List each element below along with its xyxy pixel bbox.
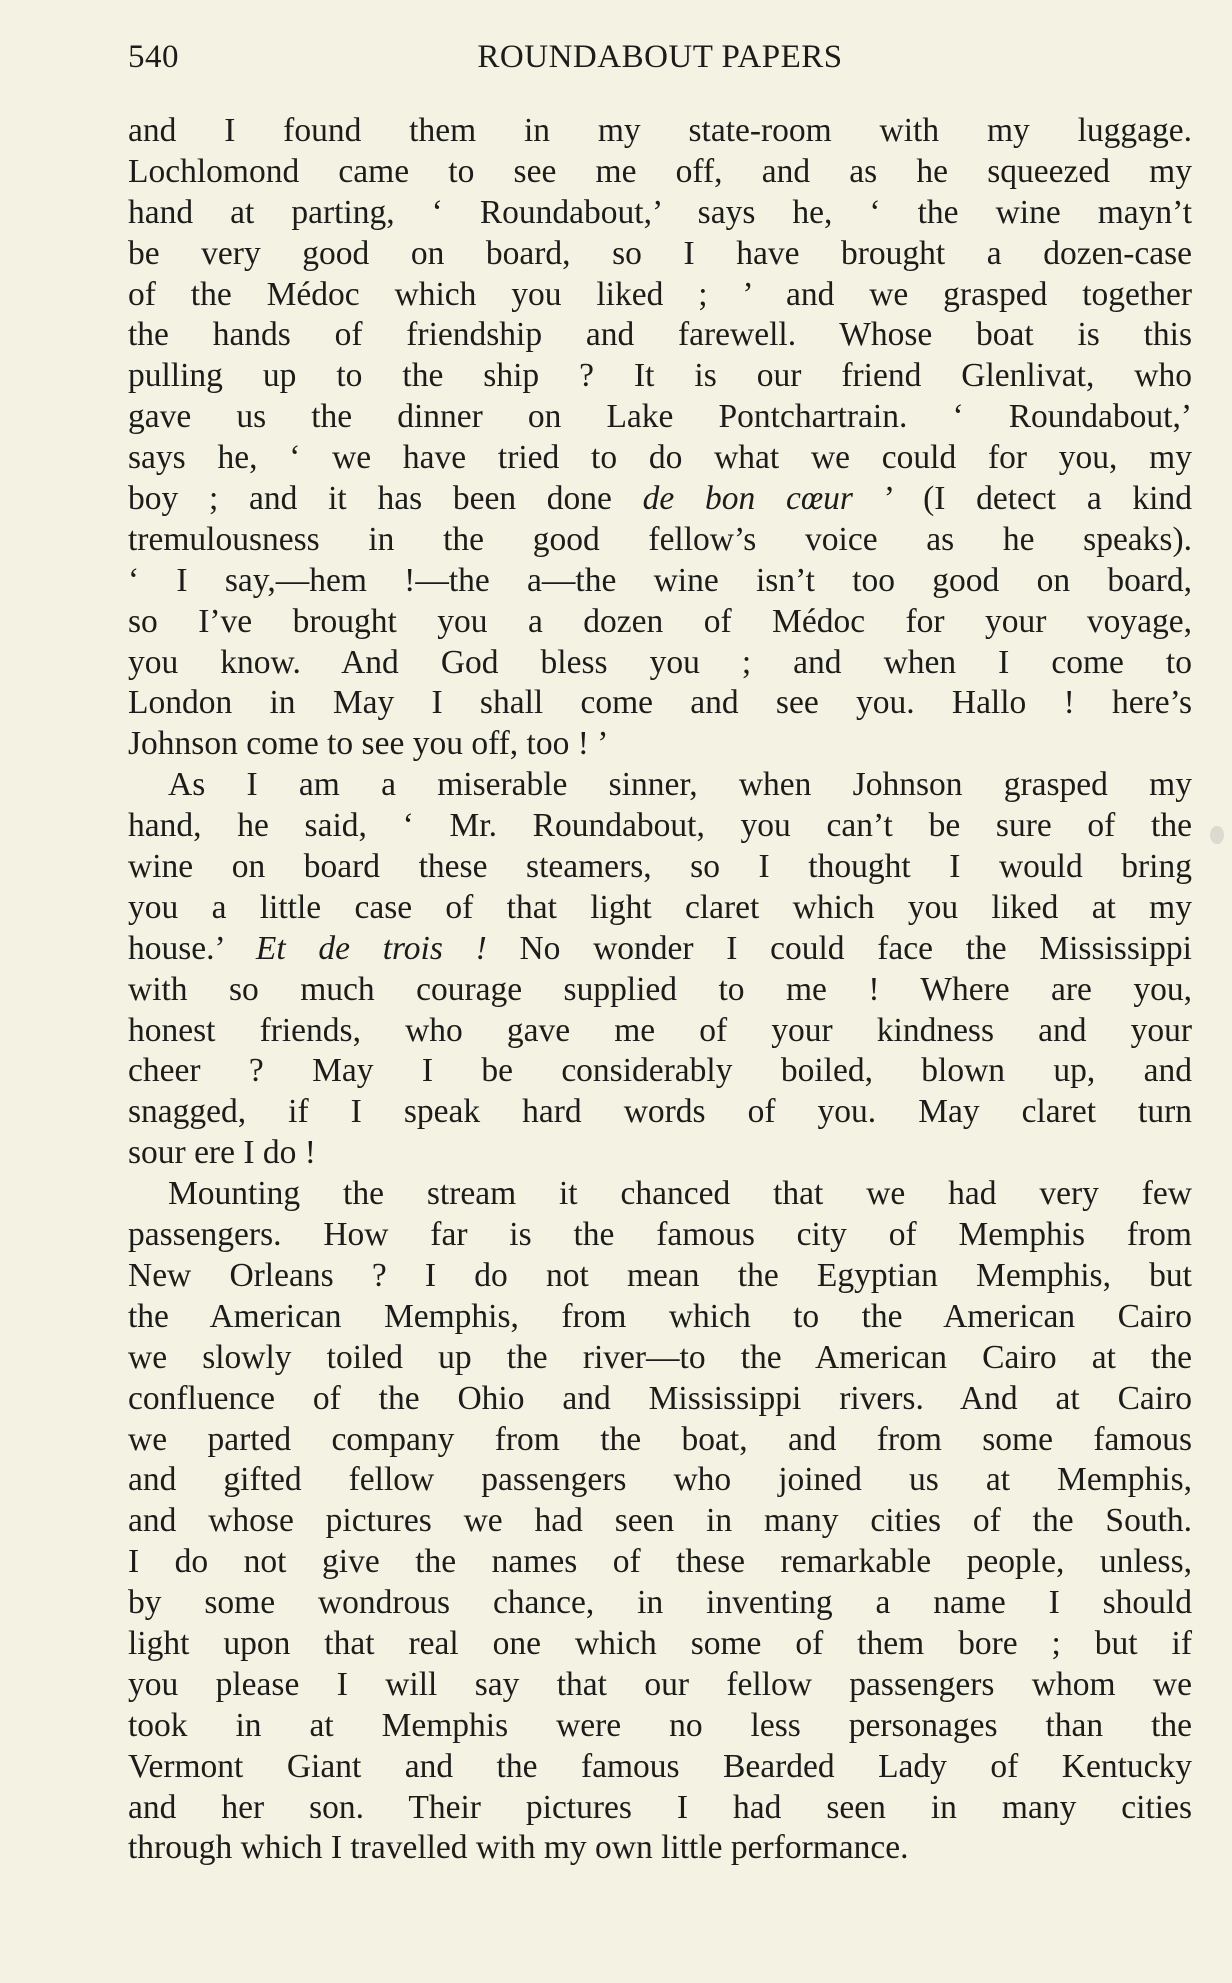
text-line: and I found them in my state-room with my luggage. (128, 112, 1192, 149)
text-line: we parted company from the boat, and from some famous (128, 1420, 1192, 1458)
text-line: Vermont Giant and the famous Bearded Lady of Kentucky (128, 1747, 1192, 1785)
text-line: pulling up to the ship ? It is our friend Glenlivat, who (128, 357, 1192, 395)
text-line: says he, ‘ we have tried to do what we could for you, my (128, 439, 1192, 477)
paragraph (128, 1174, 1192, 1869)
text-line: hand at parting, ‘ Roundabout,’ says he, ‘ the wine mayn’t (128, 193, 1192, 231)
text-line: Johnson come to see you off, too ! ’ (128, 725, 609, 763)
text-run: boy ; and it has been done (128, 480, 643, 518)
running-head: ROUNDABOUT PAPERS (477, 39, 843, 75)
text-line: the American Memphis, from which to the American Cairo (128, 1297, 1192, 1335)
text-line: gave us the dinner on Lake Pontchartrain. ‘ Roundabout,’ (128, 398, 1192, 436)
text-line: by some wondrous chance, in inventing a name I should (128, 1584, 1192, 1622)
text-line: London in May I shall come and see you. Hallo ! here’s (128, 684, 1192, 722)
page-header (128, 32, 1192, 82)
text-line: I do not give the names of these remarkable people, unless, (128, 1543, 1192, 1581)
text-line: be very good on board, so I have brought a dozen-case (128, 234, 1192, 272)
text-line: and whose pictures we had seen in many cities of the South. (128, 1502, 1192, 1540)
text-line: hand, he said, ‘ Mr. Roundabout, you can’t be sure of the (128, 807, 1192, 845)
text-line: through which I travelled with my own little performance. (128, 1829, 909, 1867)
text-line: wine on board these steamers, so I thought I would bring (128, 848, 1192, 886)
text-line: Lochlomond came to see me off, and as he squeezed my (128, 152, 1192, 190)
text-run: house.’ (128, 929, 256, 967)
text-line: light upon that real one which some of them bore ; but if (128, 1624, 1192, 1662)
text-run: ’ (I detect a kind (852, 480, 1192, 518)
text-line: so I’ve brought you a dozen of Médoc for your voyage, (128, 602, 1192, 640)
text-line: New Orleans ? I do not mean the Egyptian Memphis, but (128, 1256, 1192, 1294)
text-line: the hands of friendship and farewell. Whose boat is this (128, 316, 1192, 354)
text-line: and gifted fellow passengers who joined us at Memphis, (128, 1461, 1192, 1499)
text-line: you a little case of that light claret which you liked at my (128, 888, 1192, 926)
text-line: honest friends, who gave me of your kindness and your (128, 1011, 1192, 1049)
text-line: tremulousness in the good fellow’s voice as he speaks). (128, 520, 1192, 558)
paragraph (128, 765, 1192, 1174)
text-line: and her son. Their pictures I had seen in many cities (128, 1788, 1192, 1826)
text-line: you know. And God bless you ; and when I come to (128, 643, 1192, 681)
text-line: Mounting the stream it chanced that we had very few (168, 1175, 1192, 1213)
paragraph (128, 111, 1192, 765)
text-line: confluence of the Ohio and Mississippi rivers. And at Cairo (128, 1379, 1192, 1417)
body-text (128, 111, 1192, 1869)
italic-phrase: Et de trois ! (255, 929, 487, 967)
text-line: sour ere I do ! (128, 1134, 316, 1172)
text-line: snagged, if I speak hard words of you. May claret turn (128, 1093, 1192, 1131)
text-line: took in at Memphis were no less personages than the (128, 1706, 1192, 1744)
text-line (128, 479, 1192, 520)
italic-phrase: de bon cœur (642, 480, 853, 518)
text-line (128, 929, 1192, 970)
text-line: passengers. How far is the famous city of Memphis from (128, 1216, 1192, 1254)
page-number: 540 (128, 39, 179, 75)
text-line: of the Médoc which you liked ; ’ and we grasped together (128, 275, 1192, 313)
text-line: cheer ? May I be considerably boiled, blown up, and (128, 1052, 1192, 1090)
text-line: you please I will say that our fellow passengers whom we (128, 1665, 1192, 1703)
text-run: No wonder I could face the Mississippi (486, 929, 1192, 967)
text-line: we slowly toiled up the river—to the American Cairo at the (128, 1338, 1192, 1376)
text-line: with so much courage supplied to me ! Where are you, (128, 970, 1192, 1008)
paper-speck (1210, 826, 1224, 844)
text-line: ‘ I say,—hem !—the a—the wine isn’t too good on board, (128, 561, 1192, 599)
text-line: As I am a miserable sinner, when Johnson grasped my (168, 766, 1192, 804)
